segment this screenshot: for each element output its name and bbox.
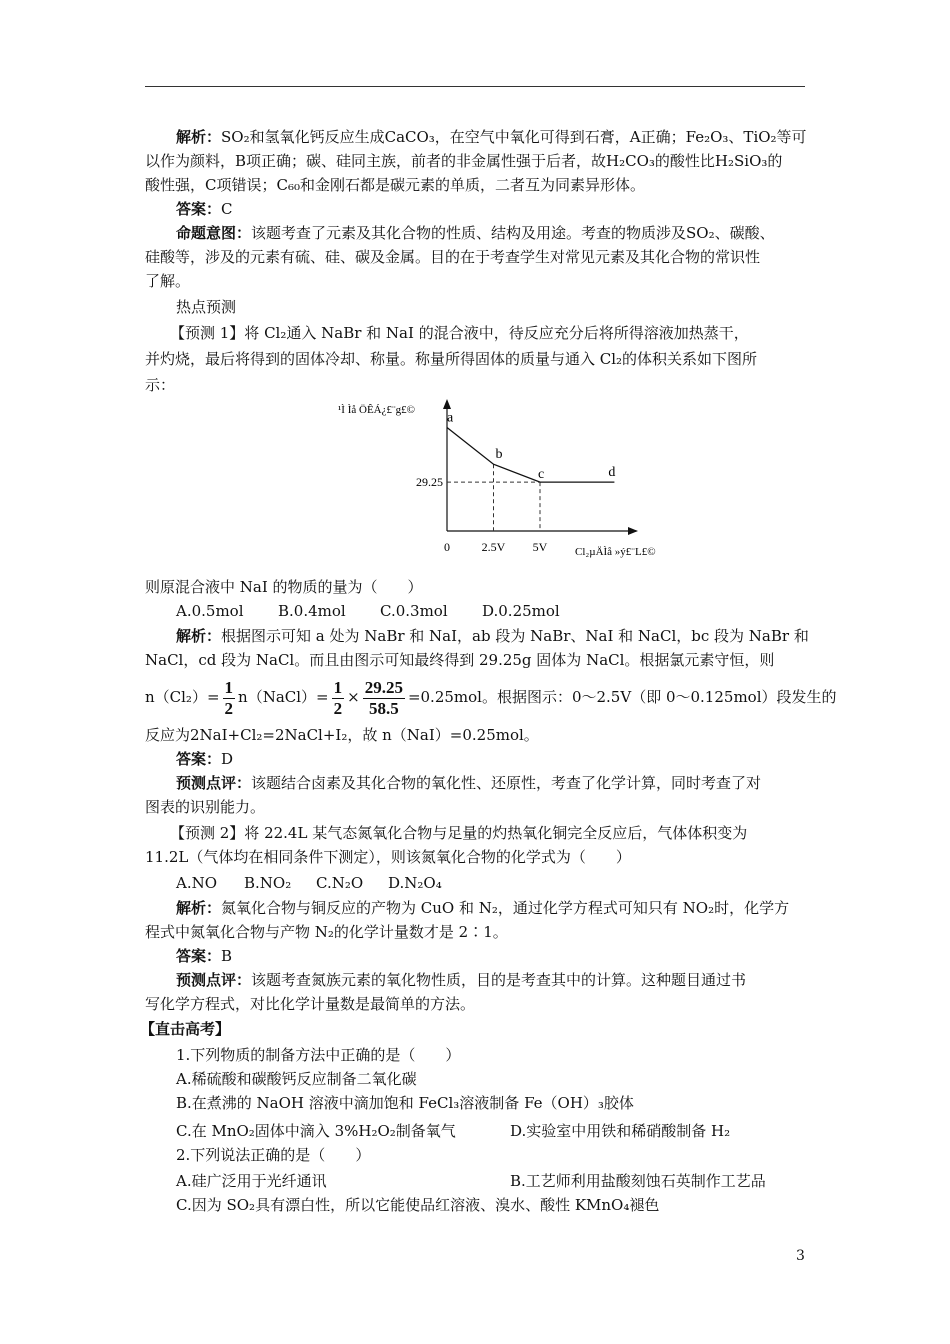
answer-3: 答案：B	[176, 947, 233, 965]
e1-stem: 1.下列物质的制备方法中正确的是（ ）	[176, 1046, 461, 1064]
hot-title: 热点预测	[176, 298, 237, 316]
sol1-line1: 解析：根据图示可知 a 处为 NaBr 和 NaI，ab 段为 NaBr、NaI 和 NaCl，bc 段为 NaBr 和	[176, 627, 809, 645]
e1-options-cd	[176, 1120, 841, 1142]
point-label-b: b	[495, 447, 503, 463]
q1-question: 则原混合液中 NaI 的物质的量为（ ）	[145, 578, 423, 596]
q1-option-b: B.0.4mol	[278, 602, 346, 620]
e1-option-a: A.稀硫酸和碳酸钙反应制备二氧化碳	[176, 1070, 417, 1088]
e2-option-b: B.工艺师利用盐酸刻蚀石英制作工艺品	[510, 1172, 766, 1190]
q2-option-d: D.N₂O₄	[388, 874, 442, 892]
intent-line1: 命题意图：该题考查了元素及其化合物的性质、结构及用途。考查的物质涉及SO₂、碳酸、	[176, 224, 775, 242]
q2-line1: 【预测 2】将 22.4L 某气态氮氧化合物与足量的灼热氧化铜完全反应后，气体体积变为	[170, 824, 748, 842]
x-axis-arrow	[628, 527, 638, 535]
y-axis-arrow	[443, 399, 451, 409]
e1-option-b: B.在煮沸的 NaOH 溶液中滴加饱和 FeCl₃溶液制备 Fe（OH）₃胶体	[176, 1094, 634, 1112]
e1-option-d: D.实验室中用铁和稀硝酸制备 H₂	[510, 1122, 731, 1140]
y-tick-label: 29.25	[416, 475, 443, 490]
chart-xlabel: Cl₂µÄÌå »ý£¨L£©	[575, 546, 656, 558]
x-tick-label: 2.5V	[481, 540, 506, 554]
q1-line1: 【预测 1】将 Cl₂通入 NaBr 和 NaI 的混合液中，待反应充分后将所得溶液加热蒸干，	[170, 324, 749, 342]
page-number: 3	[796, 1248, 805, 1264]
e1-option-c: C.在 MnO₂固体中滴入 3%H₂O₂制备氧气	[176, 1122, 456, 1140]
review2-line2: 写化学方程式，对比化学计量数是最简单的方法。	[145, 995, 476, 1013]
q2-options	[176, 872, 841, 894]
point-label-a: a	[447, 410, 454, 426]
q2-option-c: C.N₂O	[316, 874, 364, 892]
q2-option-a: A.NO	[176, 874, 218, 892]
q1-options	[176, 600, 841, 622]
x-tick-label: 0	[444, 540, 450, 554]
q1-option-a: A.0.5mol	[176, 602, 244, 620]
x-tick-label: 5V	[532, 540, 548, 554]
answer-2: 答案：D	[176, 750, 234, 768]
chart-ylabel: ¹Ì Ìå ÖÊÁ¿£¨g£©	[338, 404, 416, 416]
fraction-half-2: $\frac{1}{2}$	[333, 677, 343, 718]
fraction-half-1: $\frac{1}{2}$	[224, 677, 234, 718]
point-label-c: c	[538, 467, 545, 483]
header-rule	[145, 86, 805, 87]
q1-option-d: D.0.25mol	[482, 602, 560, 620]
sol1-line2: NaCl，cd 段为 NaCl。而且由图示可知最终得到 29.25g 固体为 NaCl。根据氯元素守恒，则	[145, 651, 775, 669]
fraction-mass-ratio: $\frac{29.25}{58.5}$	[364, 677, 403, 718]
sol1-line4: 反应为2NaI+Cl₂=2NaCl+I₂，故 n（NaI）=0.25mol。	[145, 726, 539, 744]
series-line	[447, 427, 614, 482]
e2-stem: 2.下列说法正确的是（ ）	[176, 1146, 371, 1164]
e2-option-c: C.因为 SO₂具有漂白性，所以它能使品红溶液、溴水、酸性 KMnO₄褪色	[176, 1196, 660, 1214]
q2-option-b: B.NO₂	[244, 874, 292, 892]
e2-option-a: A.硅广泛用于光纤通讯	[176, 1172, 327, 1190]
point-label-d: d	[608, 465, 616, 481]
mass-volume-chart	[330, 395, 690, 565]
sol1-formula-line: n（Cl₂）= $\frac{1}{2}$ n（NaCl）= $\frac{1}{2}$ × $\frac{29.25}{58.5}$ =0.25mol。根据图示：0～2.5V（即 0～0.125mol）段发生的	[145, 677, 837, 718]
para1-line3: 酸性强，C项错误；C₆₀和金刚石都是碳元素的单质，二者互为同素异形体。	[145, 176, 645, 194]
q1-option-c: C.0.3mol	[380, 602, 448, 620]
q1-line3: 示：	[145, 376, 176, 394]
intent-line3: 了解。	[145, 272, 191, 290]
answer-1: 答案：C	[176, 200, 233, 218]
review1-line1: 预测点评：该题结合卤素及其化合物的氧化性、还原性，考查了化学计算，同时考查了对	[176, 774, 762, 792]
sol2-line1: 解析：氮氧化合物与铜反应的产物为 CuO 和 N₂，通过化学方程式可知只有 NO₂时，化学方	[176, 899, 790, 917]
q2-line2: 11.2L（气体均在相同条件下测定），则该氮氧化合物的化学式为（ ）	[145, 848, 631, 866]
review2-line1: 预测点评：该题考查氮族元素的氧化物性质，目的是考查其中的计算。这种题目通过书	[176, 971, 747, 989]
q1-line2: 并灼烧，最后将得到的固体冷却、称量。称量所得固体的质量与通入 Cl₂的体积关系如下图所	[145, 350, 758, 368]
review1-line2: 图表的识别能力。	[145, 798, 266, 816]
sol2-line2: 程式中氮氧化合物与产物 N₂的化学计量数才是 2∶1。	[145, 923, 508, 941]
e2-options-ab	[176, 1170, 841, 1192]
section-title: 【直击高考】	[140, 1020, 231, 1038]
intent-line2: 硅酸等，涉及的元素有硫、硅、碳及金属。目的在于考查学生对常见元素及其化合物的常识性	[145, 248, 761, 266]
para1-line1: 解析：SO₂和氢氧化钙反应生成CaCO₃，在空气中氧化可得到石膏，A正确；Fe₂O₃、TiO₂等可	[176, 128, 807, 146]
para1-line2: 以作为颜料，B项正确；碳、硅同主族，前者的非金属性强于后者，故H₂CO₃的酸性比H₂SiO₃的	[145, 152, 783, 170]
